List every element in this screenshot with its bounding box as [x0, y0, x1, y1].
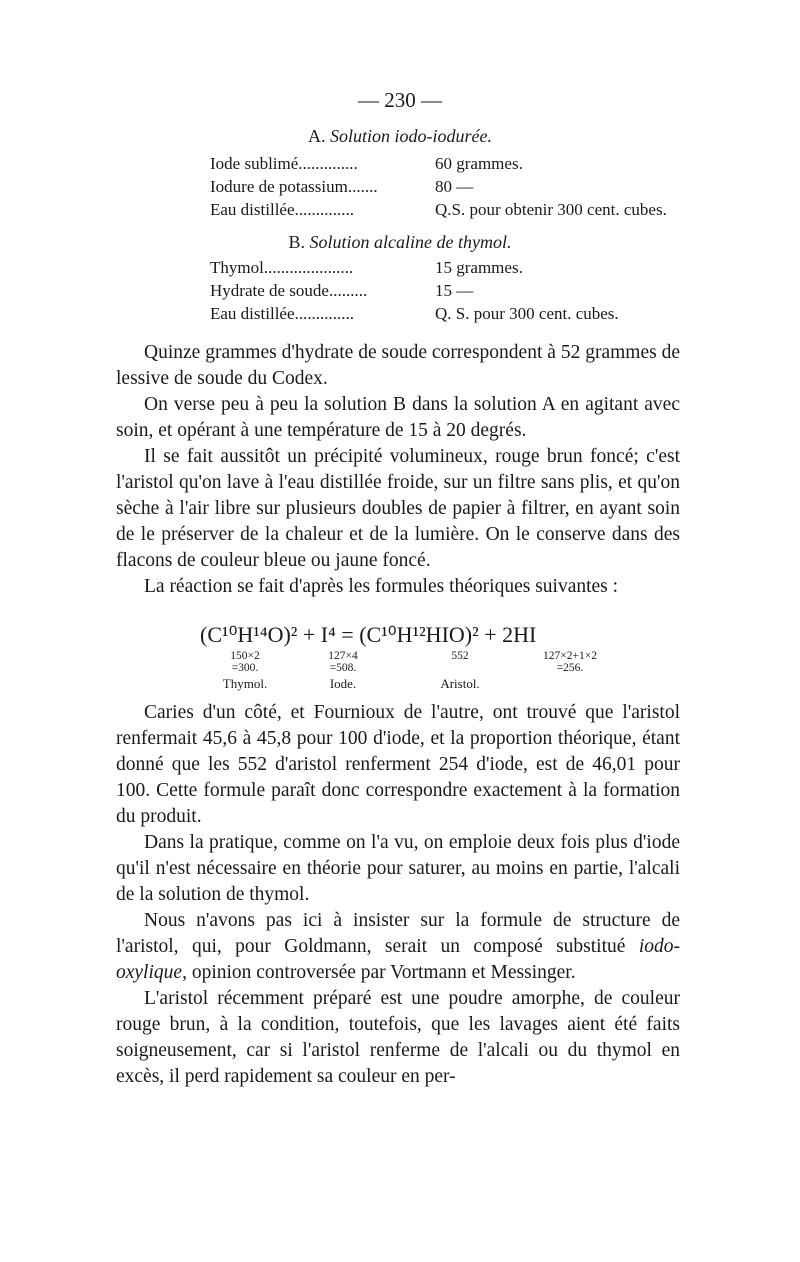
section-b-letter: B. — [288, 232, 306, 252]
recipe-row — [210, 152, 690, 175]
formula-col-hi — [520, 650, 620, 674]
ingredient: Eau distillée.............. — [210, 304, 355, 323]
quantity: Q.S. pour obtenir 300 cent. cubes. — [435, 200, 667, 219]
formula-col-thymol — [210, 650, 280, 690]
quantity: 60 grammes. — [435, 154, 523, 173]
paragraph: L'aristol récemment préparé est une poudre amorphe, de couleur rouge brun, à la condition, toutefois, que les lavages aient été faits soigneusement, car si l'aristol renferme de l'alcali ou du thymol en excès, il perd rapidement sa couleur en per- — [116, 988, 680, 1087]
chemical-formula — [200, 622, 640, 692]
quantity: 80 — — [435, 177, 474, 196]
ingredient: Hydrate de soude......... — [210, 281, 368, 300]
formula-equation: (C¹⁰H¹⁴O)² + I⁴ = (C¹⁰H¹²HIO)² + 2HI — [200, 622, 537, 647]
section-b-title: Solution alcaline de thymol. — [309, 232, 512, 252]
paragraph: Quinze grammes d'hydrate de soude correspondent à 52 grammes de lessive de soude du Codex. — [116, 342, 680, 389]
paragraph-text: , opinion controversée par Vortmann et Messinger. — [182, 962, 576, 983]
recipe-row — [210, 175, 690, 198]
quantity: 15 grammes. — [435, 258, 523, 277]
italic-term: iodo-oxylique — [116, 936, 680, 983]
quantity: 15 — — [435, 281, 474, 300]
paragraph: La réaction se fait d'après les formules théoriques suivantes : — [144, 576, 619, 597]
formula-calc: 150×2 — [230, 650, 260, 662]
paragraph-text: Nous n'avons pas ici à insister sur la formule de structure de l'aristol, qui, pour Goldmann, serait un composé substitué — [116, 910, 680, 957]
ingredient: Thymol..................... — [210, 258, 354, 277]
recipe-row — [210, 279, 690, 302]
formula-col-iode — [308, 650, 378, 690]
recipe-row — [210, 302, 690, 325]
section-a-title: Solution iodo-iodurée. — [330, 126, 492, 146]
section-a-letter: A. — [308, 126, 326, 146]
body-text-block-1 — [116, 340, 680, 600]
formula-label: Iode. — [329, 676, 357, 691]
paragraph: Dans la pratique, comme on l'a vu, on emploie deux fois plus d'iode qu'il n'est nécessaire en théorie pour saturer, au moins en partie, l'alcali de la solution de thymol. — [116, 832, 680, 905]
formula-result: =256. — [556, 662, 584, 674]
formula-result: =508. — [329, 662, 357, 674]
formula-label: Aristol. — [440, 676, 480, 691]
section-b-heading — [0, 232, 800, 253]
body-text-block-2 — [116, 700, 680, 1090]
quantity: Q. S. pour 300 cent. cubes. — [435, 304, 619, 323]
section-a-recipe — [210, 152, 690, 221]
formula-calc: 552 — [451, 650, 469, 662]
recipe-row — [210, 256, 690, 279]
formula-calc: 127×4 — [328, 650, 358, 662]
formula-result: =300. — [231, 662, 259, 674]
formula-label: Thymol. — [222, 676, 268, 691]
paragraph: Caries d'un côté, et Fournioux de l'autre, ont trouvé que l'aristol renfermait 45,6 à 45,8 pour 100 d'iode, et la proportion théorique, étant donné que les 552 d'aristol renferment 254 d'iode, est de 46,01 pour 100. Cette formule paraît donc correspondre exactement à la formation du produit. — [116, 702, 680, 827]
formula-col-aristol — [425, 650, 495, 690]
formula-calc: 127×2+1×2 — [543, 650, 597, 662]
recipe-row — [210, 198, 690, 221]
paragraph — [116, 908, 680, 986]
section-b-recipe — [210, 256, 690, 325]
paragraph: Il se fait aussitôt un précipité volumineux, rouge brun foncé; c'est l'aristol qu'on lave à l'eau distillée froide, sur un filtre sans plis, et qu'on sèche à l'air libre sur plusieurs doubles de papier à filtrer, en ayant soin de le préserver de la chaleur et de la lumière. On le conserve dans des flacons de couleur bleue ou jaune foncé. — [116, 446, 680, 571]
ingredient: Iode sublimé.............. — [210, 154, 358, 173]
paragraph: On verse peu à peu la solution B dans la solution A en agitant avec soin, et opérant à une température de 15 à 20 degrés. — [116, 394, 680, 441]
section-a-heading — [0, 126, 800, 147]
page-number: — 230 — — [358, 88, 442, 112]
ingredient: Eau distillée.............. — [210, 200, 355, 219]
ingredient: Iodure de potassium....... — [210, 177, 378, 196]
